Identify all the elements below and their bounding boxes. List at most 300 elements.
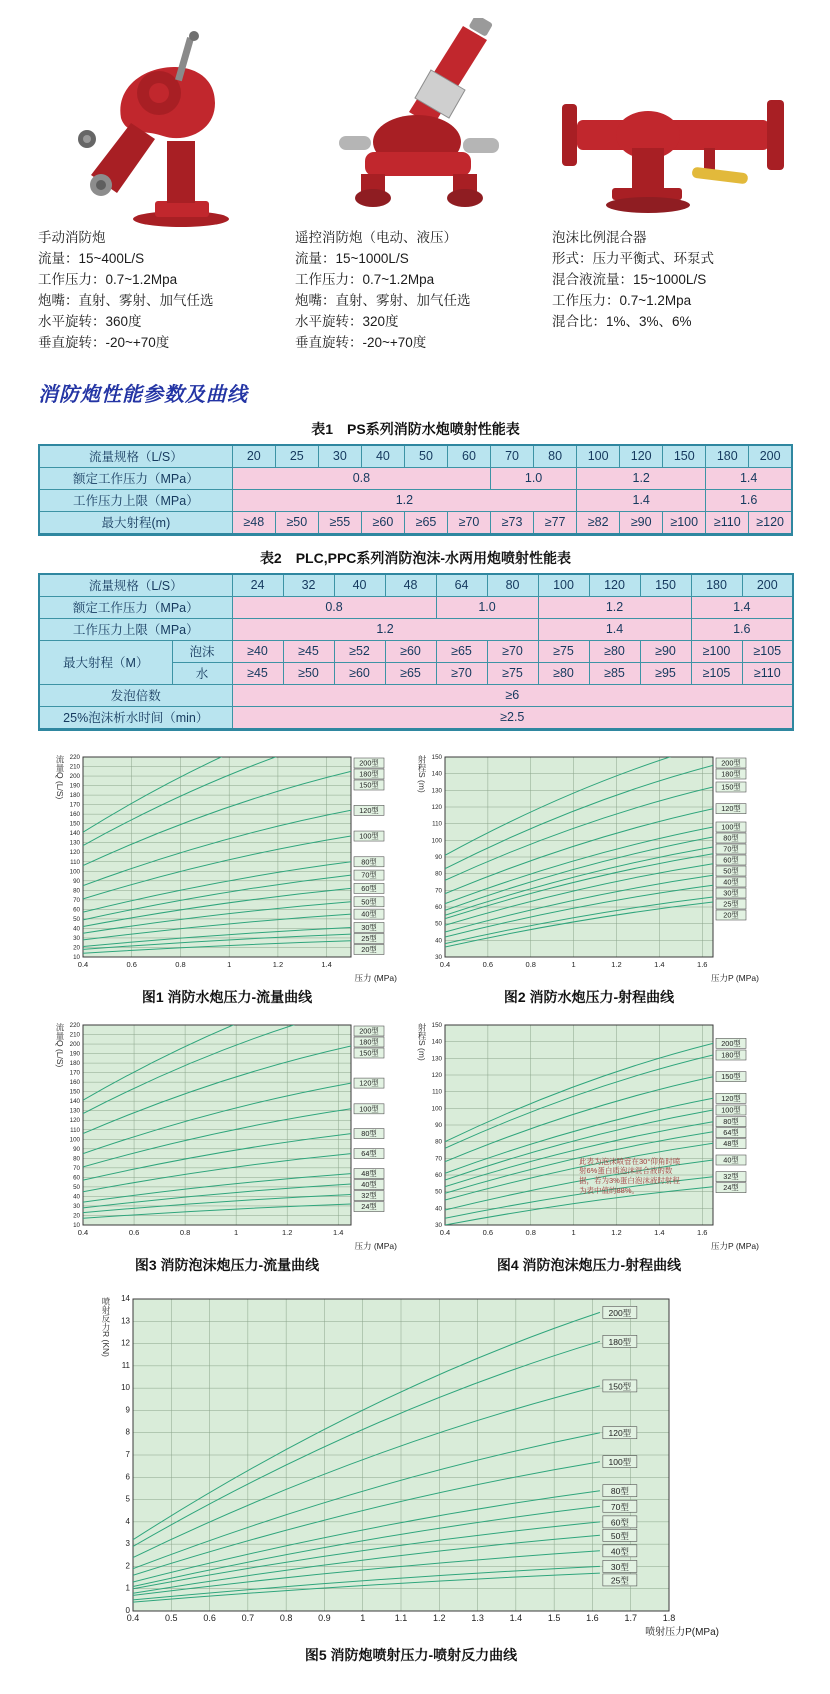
- svg-text:40: 40: [435, 1204, 442, 1212]
- svg-text:170: 170: [69, 801, 80, 809]
- svg-text:150: 150: [69, 820, 80, 828]
- svg-text:180型: 180型: [359, 769, 379, 779]
- product-spec-line: 工作压力：0.7~1.2Mpa: [552, 292, 692, 308]
- series-label: [603, 1484, 637, 1496]
- svg-text:220: 220: [69, 1021, 80, 1029]
- series-label: [354, 758, 384, 768]
- header-cell: 水: [172, 662, 232, 684]
- svg-text:1.8: 1.8: [662, 1612, 676, 1623]
- svg-text:0: 0: [125, 1605, 130, 1615]
- value-cell: ≥65: [436, 640, 487, 662]
- svg-text:60型: 60型: [610, 1516, 629, 1527]
- svg-text:40型: 40型: [361, 1179, 377, 1189]
- product-spec-line: 工作压力：0.7~1.2Mpa: [38, 271, 178, 287]
- series-label: [354, 805, 384, 815]
- product-spec-line: 工作压力：0.7~1.2Mpa: [295, 271, 435, 287]
- series-label: [603, 1500, 637, 1512]
- svg-text:40: 40: [73, 1192, 80, 1200]
- svg-text:1: 1: [234, 1227, 239, 1237]
- svg-text:130: 130: [69, 1107, 80, 1115]
- product-spec-line: 混合液流量：15~1000L/S: [552, 271, 707, 287]
- svg-text:压力 (MPa): 压力 (MPa): [354, 972, 397, 983]
- table-row: [39, 640, 793, 662]
- value-cell: 1.4: [691, 596, 793, 618]
- svg-text:150型: 150型: [359, 1048, 379, 1058]
- svg-text:60型: 60型: [361, 883, 377, 893]
- series-label: [354, 1037, 384, 1047]
- series-label: [603, 1544, 637, 1556]
- svg-text:100型: 100型: [359, 1103, 379, 1113]
- table2-plc-ppc-series: [38, 573, 794, 731]
- series-label: [716, 866, 746, 876]
- series-label: [716, 1171, 746, 1181]
- svg-text:25型: 25型: [361, 933, 377, 943]
- svg-text:180型: 180型: [359, 1037, 379, 1047]
- series-label: [354, 780, 384, 790]
- series-label: [716, 844, 746, 854]
- series-label: [603, 1560, 637, 1572]
- svg-text:0.8: 0.8: [279, 1612, 293, 1623]
- product-spec-line: 混合比：1%、3%、6%: [552, 313, 692, 329]
- svg-text:200型: 200型: [721, 758, 741, 768]
- series-label: [716, 1116, 746, 1126]
- svg-text:40: 40: [73, 924, 80, 932]
- header-cell: 20: [232, 445, 275, 468]
- svg-text:180型: 180型: [721, 1050, 741, 1060]
- svg-text:0.7: 0.7: [241, 1612, 255, 1623]
- product-spec-line: 形式：压力平衡式、环泵式: [552, 250, 714, 266]
- figure-caption: 图2 消防水炮压力-射程曲线: [503, 988, 675, 1005]
- series-label: [354, 1201, 384, 1211]
- svg-text:20型: 20型: [723, 910, 739, 920]
- svg-text:1.2: 1.2: [272, 959, 284, 969]
- series-label: [603, 1306, 637, 1318]
- svg-text:0.6: 0.6: [203, 1612, 216, 1623]
- table-row: [39, 574, 793, 597]
- series-label: [716, 1038, 746, 1048]
- header-cell: 120: [589, 574, 640, 597]
- svg-text:11: 11: [121, 1360, 130, 1370]
- table-row: [39, 489, 792, 511]
- svg-text:150: 150: [69, 1088, 80, 1096]
- svg-text:160: 160: [69, 1078, 80, 1086]
- header-cell: 40: [334, 574, 385, 597]
- series-label: [354, 831, 384, 841]
- svg-text:90: 90: [73, 877, 80, 885]
- svg-text:8: 8: [125, 1427, 130, 1437]
- header-cell: 100: [538, 574, 589, 597]
- header-cell: 120: [620, 445, 663, 468]
- svg-text:150: 150: [431, 1021, 442, 1029]
- svg-text:120型: 120型: [721, 803, 741, 813]
- svg-text:60型: 60型: [723, 855, 739, 865]
- svg-text:40: 40: [435, 936, 442, 944]
- series-label: [716, 1127, 746, 1137]
- svg-text:90: 90: [435, 1121, 442, 1129]
- y-axis-label: 射程S (m): [417, 1022, 427, 1061]
- header-cell: 最大射程(m): [39, 511, 232, 534]
- header-cell: 24: [232, 574, 283, 597]
- svg-text:0.6: 0.6: [482, 959, 494, 969]
- value-cell: ≥90: [640, 640, 691, 662]
- value-cell: 1.2: [232, 489, 576, 511]
- value-cell: ≥45: [283, 640, 334, 662]
- svg-text:110: 110: [432, 820, 442, 828]
- foam-note: 此表为泡沫喷管在30°仰角时喷射6%蛋白质泡沫混合液的数据，若为3%蛋白泡沫液时射程为表中值的88%。: [579, 1156, 681, 1195]
- value-cell: ≥40: [232, 640, 283, 662]
- svg-text:48型: 48型: [361, 1168, 377, 1178]
- svg-text:120: 120: [431, 803, 442, 811]
- svg-text:130: 130: [69, 839, 80, 847]
- svg-text:80型: 80型: [361, 1128, 377, 1138]
- svg-text:1: 1: [571, 959, 576, 969]
- svg-text:100: 100: [69, 1135, 80, 1143]
- svg-text:压力P (MPa): 压力P (MPa): [710, 972, 759, 983]
- svg-text:100型: 100型: [608, 1456, 632, 1467]
- svg-text:210: 210: [69, 1031, 80, 1039]
- svg-text:1.2: 1.2: [611, 1227, 622, 1237]
- series-label: [603, 1335, 637, 1347]
- value-cell: ≥82: [577, 511, 620, 534]
- figure-caption: 图3 消防泡沫炮压力-流量曲线: [134, 1256, 320, 1273]
- header-cell: 额定工作压力（MPa）: [39, 596, 232, 618]
- svg-text:120型: 120型: [608, 1427, 632, 1438]
- svg-text:100: 100: [431, 1104, 442, 1112]
- svg-text:9: 9: [125, 1404, 130, 1414]
- svg-text:50: 50: [435, 920, 442, 928]
- header-cell: 25%泡沫析水时间（min）: [39, 706, 232, 729]
- table1-caption: 表1 PS系列消防水炮喷射性能表: [311, 420, 520, 437]
- chart-canvas: [53, 747, 401, 985]
- svg-text:120型: 120型: [359, 1078, 379, 1088]
- chart5-wrap: [92, 1287, 830, 1665]
- svg-text:140: 140: [431, 1038, 442, 1046]
- chart-canvas: [53, 1015, 401, 1253]
- svg-text:14: 14: [121, 1293, 130, 1303]
- series-label: [354, 944, 384, 954]
- value-cell: ≥50: [283, 662, 334, 684]
- series-label: [716, 910, 746, 920]
- value-cell: ≥120: [749, 511, 792, 534]
- svg-text:130: 130: [431, 786, 442, 794]
- product-card: [38, 16, 283, 354]
- svg-text:10: 10: [121, 1382, 130, 1392]
- svg-text:100型: 100型: [721, 1105, 741, 1115]
- svg-text:60: 60: [73, 905, 80, 913]
- series-label: [603, 1455, 637, 1467]
- product-spec-line: 流量：15~400L/S: [38, 250, 145, 266]
- value-cell: ≥95: [640, 662, 691, 684]
- value-cell: ≥110: [742, 662, 793, 684]
- svg-text:150型: 150型: [608, 1380, 632, 1391]
- svg-text:25型: 25型: [723, 899, 739, 909]
- series-label: [716, 855, 746, 865]
- value-cell: ≥80: [538, 662, 589, 684]
- svg-text:150型: 150型: [359, 780, 379, 790]
- svg-text:喷射压力P(MPa): 喷射压力P(MPa): [645, 1626, 719, 1638]
- product-spec-line: 炮嘴：直射、雾射、加气任选: [295, 292, 471, 308]
- product-name: 手动消防炮: [38, 230, 106, 245]
- value-cell: 1.6: [706, 489, 792, 511]
- svg-text:40型: 40型: [723, 1155, 739, 1165]
- svg-text:0.6: 0.6: [128, 1227, 140, 1237]
- value-cell: ≥60: [334, 662, 385, 684]
- svg-text:220: 220: [69, 753, 80, 761]
- series-label: [354, 1148, 384, 1158]
- svg-text:120: 120: [431, 1071, 442, 1079]
- series-label: [354, 1103, 384, 1113]
- svg-text:40型: 40型: [610, 1545, 629, 1556]
- value-cell: ≥52: [334, 640, 385, 662]
- series-label: [603, 1379, 637, 1391]
- svg-text:0.8: 0.8: [525, 959, 536, 969]
- svg-text:80型: 80型: [610, 1485, 629, 1496]
- series-label: [716, 803, 746, 813]
- series-label: [354, 1026, 384, 1036]
- value-cell: ≥75: [487, 662, 538, 684]
- svg-text:10: 10: [73, 953, 80, 961]
- table2-caption: 表2 PLC,PPC系列消防泡沫-水两用炮喷射性能表: [259, 549, 572, 566]
- svg-text:170: 170: [69, 1069, 80, 1077]
- svg-text:0.5: 0.5: [165, 1612, 178, 1623]
- y-axis-label: 射程S (m): [417, 754, 427, 793]
- svg-text:100型: 100型: [359, 831, 379, 841]
- svg-text:40型: 40型: [361, 909, 377, 919]
- svg-text:150型: 150型: [721, 1071, 741, 1081]
- value-cell: 1.4: [538, 618, 691, 640]
- svg-text:1.3: 1.3: [471, 1612, 484, 1623]
- foam-proportioner-photo: [552, 88, 797, 228]
- page-title: 消防炮性能参数及曲线: [38, 383, 248, 406]
- value-cell: ≥48: [232, 511, 275, 534]
- svg-text:30: 30: [435, 953, 442, 961]
- svg-text:20: 20: [73, 944, 80, 952]
- series-label: [716, 822, 746, 832]
- svg-text:200型: 200型: [721, 1038, 741, 1048]
- svg-text:64型: 64型: [723, 1127, 739, 1137]
- value-cell: ≥65: [385, 662, 436, 684]
- header-cell: 40: [361, 445, 404, 468]
- svg-text:7: 7: [125, 1449, 130, 1459]
- svg-text:70: 70: [73, 896, 80, 904]
- svg-text:1: 1: [571, 1227, 576, 1237]
- product-spec-line: 水平旋转：360度: [38, 313, 142, 329]
- series-label: [716, 888, 746, 898]
- svg-text:100: 100: [431, 836, 442, 844]
- value-cell: 0.8: [232, 596, 436, 618]
- svg-text:6: 6: [125, 1471, 130, 1481]
- value-cell: ≥60: [385, 640, 436, 662]
- svg-text:4: 4: [125, 1516, 130, 1526]
- value-cell: 0.8: [232, 467, 490, 489]
- product-card: [552, 16, 797, 354]
- header-cell: 70: [491, 445, 534, 468]
- series-label: [716, 833, 746, 843]
- svg-text:0.8: 0.8: [525, 1227, 536, 1237]
- product-section: [0, 0, 830, 354]
- product-name: 遥控消防炮（电动、液压）: [295, 230, 457, 245]
- header-cell: 60: [447, 445, 490, 468]
- svg-text:80型: 80型: [723, 1116, 739, 1126]
- svg-text:70型: 70型: [610, 1501, 629, 1512]
- svg-text:1.4: 1.4: [654, 1227, 665, 1237]
- series-label: [716, 1071, 746, 1081]
- header-cell: 30: [318, 445, 361, 468]
- svg-text:60: 60: [435, 1171, 442, 1179]
- table-row: [39, 596, 793, 618]
- svg-text:64型: 64型: [361, 1148, 377, 1158]
- svg-text:120型: 120型: [359, 805, 379, 815]
- value-cell: 1.0: [491, 467, 577, 489]
- series-label: [354, 1168, 384, 1178]
- product-spec-line: 炮嘴：直射、雾射、加气任选: [38, 292, 214, 308]
- remote-fire-monitor-photo: [313, 18, 523, 228]
- value-cell: ≥60: [361, 511, 404, 534]
- svg-text:24型: 24型: [361, 1201, 377, 1211]
- header-cell: 64: [436, 574, 487, 597]
- series-label: [354, 769, 384, 779]
- svg-text:80型: 80型: [361, 856, 377, 866]
- svg-text:90: 90: [73, 1145, 80, 1153]
- value-cell: ≥85: [589, 662, 640, 684]
- series-label: [716, 1138, 746, 1148]
- svg-text:80: 80: [435, 1138, 442, 1146]
- svg-text:3: 3: [125, 1538, 130, 1548]
- svg-text:200: 200: [69, 1040, 80, 1048]
- series-label: [716, 758, 746, 768]
- svg-text:1: 1: [125, 1583, 130, 1593]
- header-cell: 200: [749, 445, 792, 468]
- svg-text:1.6: 1.6: [586, 1612, 599, 1623]
- value-cell: ≥80: [589, 640, 640, 662]
- svg-text:180型: 180型: [721, 769, 741, 779]
- svg-text:200型: 200型: [359, 1026, 379, 1036]
- svg-text:50型: 50型: [361, 896, 377, 906]
- svg-text:1.4: 1.4: [509, 1612, 523, 1623]
- svg-text:32型: 32型: [361, 1190, 377, 1200]
- svg-text:48型: 48型: [723, 1138, 739, 1148]
- value-cell: 1.2: [538, 596, 691, 618]
- header-cell: 48: [385, 574, 436, 597]
- series-label: [354, 883, 384, 893]
- series-label: [716, 769, 746, 779]
- y-axis-label: 喷射反力R (KN): [101, 1296, 111, 1357]
- header-cell: 80: [487, 574, 538, 597]
- svg-text:80: 80: [435, 870, 442, 878]
- header-cell: 发泡倍数: [39, 684, 232, 706]
- header-cell: 流量规格（L/S）: [39, 445, 232, 468]
- svg-text:1.5: 1.5: [547, 1612, 561, 1623]
- series-label: [354, 1048, 384, 1058]
- svg-text:60: 60: [73, 1173, 80, 1181]
- product-spec-line: 水平旋转：320度: [295, 313, 399, 329]
- table-row: [39, 511, 792, 534]
- table-row: [39, 706, 793, 729]
- table-row: [39, 445, 792, 468]
- svg-text:130: 130: [431, 1054, 442, 1062]
- svg-text:60: 60: [435, 903, 442, 911]
- svg-text:30型: 30型: [723, 888, 739, 898]
- value-cell: ≥55: [318, 511, 361, 534]
- svg-text:2: 2: [125, 1560, 130, 1570]
- svg-text:30型: 30型: [610, 1561, 629, 1572]
- value-cell: ≥65: [404, 511, 447, 534]
- header-cell: 80: [534, 445, 577, 468]
- figure-caption: 图5 消防炮喷射压力-喷射反力曲线: [304, 1646, 518, 1663]
- value-cell: 1.6: [691, 618, 793, 640]
- svg-text:1.6: 1.6: [697, 1227, 708, 1237]
- svg-text:70: 70: [435, 1154, 442, 1162]
- value-cell: ≥105: [691, 662, 742, 684]
- svg-text:1.4: 1.4: [654, 959, 665, 969]
- svg-text:1.7: 1.7: [624, 1612, 637, 1623]
- header-cell: 25: [275, 445, 318, 468]
- series-label: [354, 922, 384, 932]
- svg-text:0.4: 0.4: [77, 1227, 89, 1237]
- svg-text:5: 5: [125, 1494, 130, 1504]
- product-card: [295, 16, 540, 354]
- svg-text:20: 20: [73, 1212, 80, 1220]
- value-cell: ≥70: [487, 640, 538, 662]
- svg-text:25型: 25型: [610, 1574, 629, 1585]
- svg-text:0.4: 0.4: [439, 1227, 451, 1237]
- svg-text:50: 50: [73, 1183, 80, 1191]
- svg-text:1.4: 1.4: [321, 959, 332, 969]
- figure-1: [53, 747, 401, 1007]
- svg-text:0.6: 0.6: [482, 1227, 494, 1237]
- svg-text:1.4: 1.4: [333, 1227, 344, 1237]
- svg-text:140: 140: [431, 770, 442, 778]
- svg-text:50: 50: [435, 1188, 442, 1196]
- product-spec-line: 垂直旋转：-20~+70度: [295, 334, 427, 350]
- header-cell: 180: [691, 574, 742, 597]
- svg-text:190: 190: [69, 1050, 80, 1058]
- series-label: [354, 1190, 384, 1200]
- svg-text:1.6: 1.6: [697, 959, 708, 969]
- chart-canvas: [99, 1287, 723, 1643]
- product-spec-line: 流量：15~1000L/S: [295, 250, 409, 266]
- svg-text:0.8: 0.8: [179, 1227, 191, 1237]
- series-label: [716, 782, 746, 792]
- value-cell: ≥100: [691, 640, 742, 662]
- chart-canvas: [415, 747, 763, 985]
- charts-grid: [0, 745, 830, 1281]
- series-label: [603, 1529, 637, 1541]
- svg-text:70型: 70型: [723, 844, 739, 854]
- series-label: [716, 1105, 746, 1115]
- svg-text:50型: 50型: [610, 1530, 629, 1541]
- series-label: [354, 896, 384, 906]
- series-label: [354, 909, 384, 919]
- svg-text:150型: 150型: [721, 782, 741, 792]
- value-cell: ≥70: [436, 662, 487, 684]
- header-cell: 100: [577, 445, 620, 468]
- table1-ps-series: [38, 444, 793, 536]
- svg-text:160: 160: [69, 810, 80, 818]
- svg-text:70: 70: [73, 1164, 80, 1172]
- series-label: [354, 933, 384, 943]
- svg-text:110: 110: [432, 1088, 442, 1096]
- svg-text:压力 (MPa): 压力 (MPa): [354, 1240, 397, 1251]
- svg-text:30: 30: [73, 1202, 80, 1210]
- svg-text:24型: 24型: [723, 1182, 739, 1192]
- svg-text:13: 13: [121, 1315, 130, 1325]
- svg-text:80型: 80型: [723, 833, 739, 843]
- svg-text:90: 90: [435, 853, 442, 861]
- value-cell: ≥90: [620, 511, 663, 534]
- svg-text:1.2: 1.2: [433, 1612, 446, 1623]
- svg-text:200型: 200型: [359, 758, 379, 768]
